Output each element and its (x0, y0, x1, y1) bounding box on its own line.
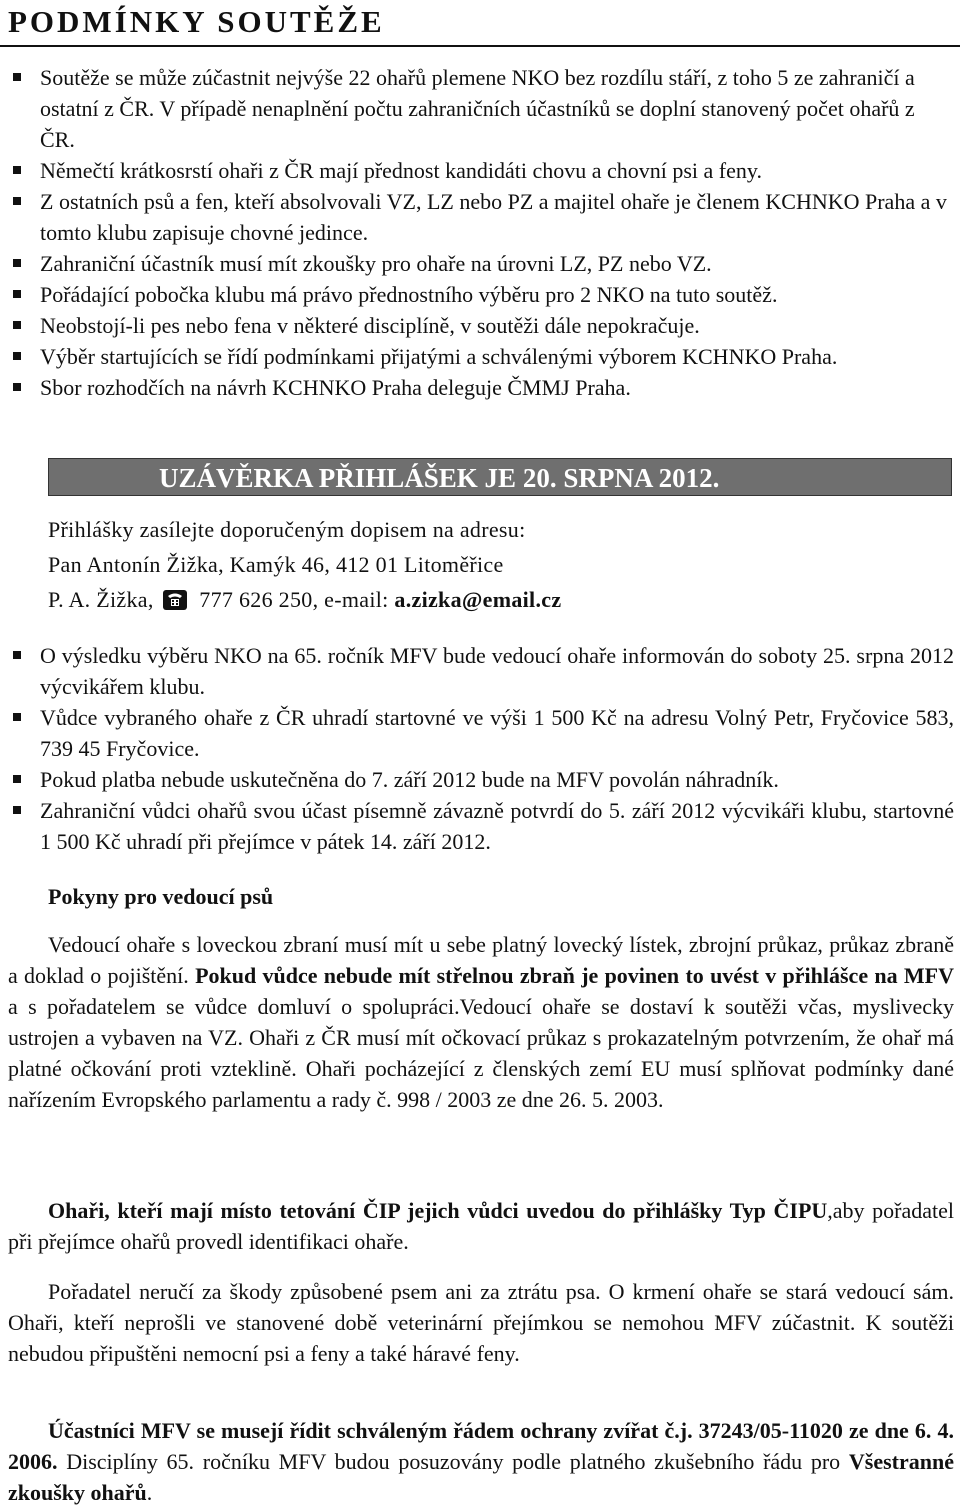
list-item: Němečtí krátkosrstí ohaři z ČR mají přednost kandidáti chovu a chovní psi a feny. (0, 155, 960, 186)
paragraph-emphasis: Všestranné zkoušky ohařů (8, 1449, 954, 1505)
list-item: Pokud platba nebude uskutečněna do 7. září 2012 bude na MFV povolán náhradník. (0, 764, 960, 795)
list-item: Pořádající pobočka klubu má právo přednostního výběru pro 2 NKO na tuto soutěž. (0, 279, 960, 310)
deadline-text: UZÁVĚRKA PŘIHLÁŠEK JE 20. SRPNA 2012. (159, 463, 720, 493)
list-item: Sbor rozhodčích na návrh KCHNKO Praha deleguje ČMMJ Praha. (0, 372, 960, 403)
selection-notes-list (0, 640, 960, 857)
paragraph-text: a s pořadatelem se vůdce domluví o spolupráci.Vedoucí ohaře se dostaví k soutěži včas, myslivecky ustrojen a vybaven na VZ. Ohaři z ČR musí mít očkovací průkaz s prokazatelným potvrzením, že ohař má platné očkování proti vzteklině. Ohaři pocházející z členských zemí EU musí splňovat podmínky dané nařízením Evropského parlamentu a rady č. 998 / 2003 ze dne 26. 5. 2003. (8, 994, 954, 1112)
paragraph-emphasis: Pokud vůdce nebude mít střelnou zbraň je povinen to uvést v přihlášce na MFV (195, 963, 954, 988)
list-item: Z ostatních psů a fen, kteří absolvovali VZ, LZ nebo PZ a majitel ohaře je členem KCHNKO Praha a v tomto klubu zapisuje chovné jedince. (0, 186, 960, 248)
telephone-icon (163, 590, 187, 610)
chip-paragraph (8, 1195, 954, 1257)
paragraph-emphasis: Ohaři, kteří mají místo tetování ČIP jejich vůdci uvedou do přihlášky Typ ČIPU (48, 1198, 828, 1223)
contact-phone: 777 626 250, e-mail: (199, 587, 389, 612)
instructions-heading: Pokyny pro vedoucí psů (48, 884, 274, 909)
paragraph-text: ,aby pořadatel při přejímce ohařů provedl identifikaci ohaře. (8, 1198, 955, 1254)
contact-name: P. A. Žižka, (48, 587, 154, 612)
page-title: PODMÍNKY SOUTĚŽE (8, 4, 385, 39)
deadline-banner (48, 458, 952, 496)
paragraph-text: . (146, 1480, 153, 1505)
list-item: Vůdce vybraného ohaře z ČR uhradí startovné ve výši 1 500 Kč na adresu Volný Petr, Fryčovice 583, 739 45 Fryčovice. (0, 702, 960, 764)
list-item: Zahraniční účastník musí mít zkoušky pro ohaře na úrovni LZ, PZ nebo VZ. (0, 248, 960, 279)
list-item: Výběr startujících se řídí podmínkami přijatými a schválenými výborem KCHNKO Praha. (0, 341, 960, 372)
address-block (48, 512, 561, 617)
paragraph-text: Disciplíny 65. ročníku MFV budou posuzovány podle platného zkušebního řádu pro (57, 1449, 849, 1474)
list-item: Soutěže se může zúčastnit nejvýše 22 ohařů plemene NKO bez rozdílu stáří, z toho 5 ze zahraničí a ostatní z ČR. V případě nenaplnění počtu zahraničních účastníků se doplní stanovený počet ohařů z ČR. (0, 62, 960, 155)
liability-paragraph: Pořadatel neručí za škody způsobené psem ani za ztrátu psa. O krmení ohaře se stará vedoucí sám. Ohaři, kteří neprošli ve stanovené době veterinární přejímkou se nemohou MFV zúčastnit. K soutěži nebudou připuštěni nemocní psi a feny a také háravé feny. (8, 1279, 954, 1366)
contact-email[interactable]: a.zizka@email.cz (394, 587, 562, 612)
paragraph-text: Vedoucí ohaře s loveckou zbraní musí mít u sebe platný lovecký lístek, zbrojní průkaz, průkaz zbraně a doklad o pojištění. (8, 932, 954, 988)
contact-line (48, 582, 561, 617)
address-intro: Přihlášky zasílejte doporučeným dopisem na adresu: (48, 517, 526, 542)
paragraph-emphasis: Účastníci MFV se musejí řídit schváleným řádem ochrany zvířat č.j. 37243/05-11020 ze dne 6. 4. 2006. (8, 1418, 954, 1474)
address-line: Pan Antonín Žižka, Kamýk 46, 412 01 Litoměřice (48, 552, 504, 577)
weapons-paragraph (8, 929, 954, 1115)
list-item: O výsledku výběru NKO na 65. ročník MFV bude vedoucí ohaře informován do soboty 25. srpna 2012 výcvikářem klubu. (0, 640, 960, 702)
conditions-list (0, 62, 960, 403)
rules-paragraph (8, 1415, 954, 1508)
list-item: Zahraniční vůdci ohařů svou účast písemně závazně potvrdí do 5. září 2012 výcvikáři klubu, startovné 1 500 Kč uhradí při přejímce v pátek 14. září 2012. (0, 795, 960, 857)
title-divider (0, 45, 960, 47)
list-item: Neobstojí-li pes nebo fena v některé disciplíně, v soutěži dále nepokračuje. (0, 310, 960, 341)
